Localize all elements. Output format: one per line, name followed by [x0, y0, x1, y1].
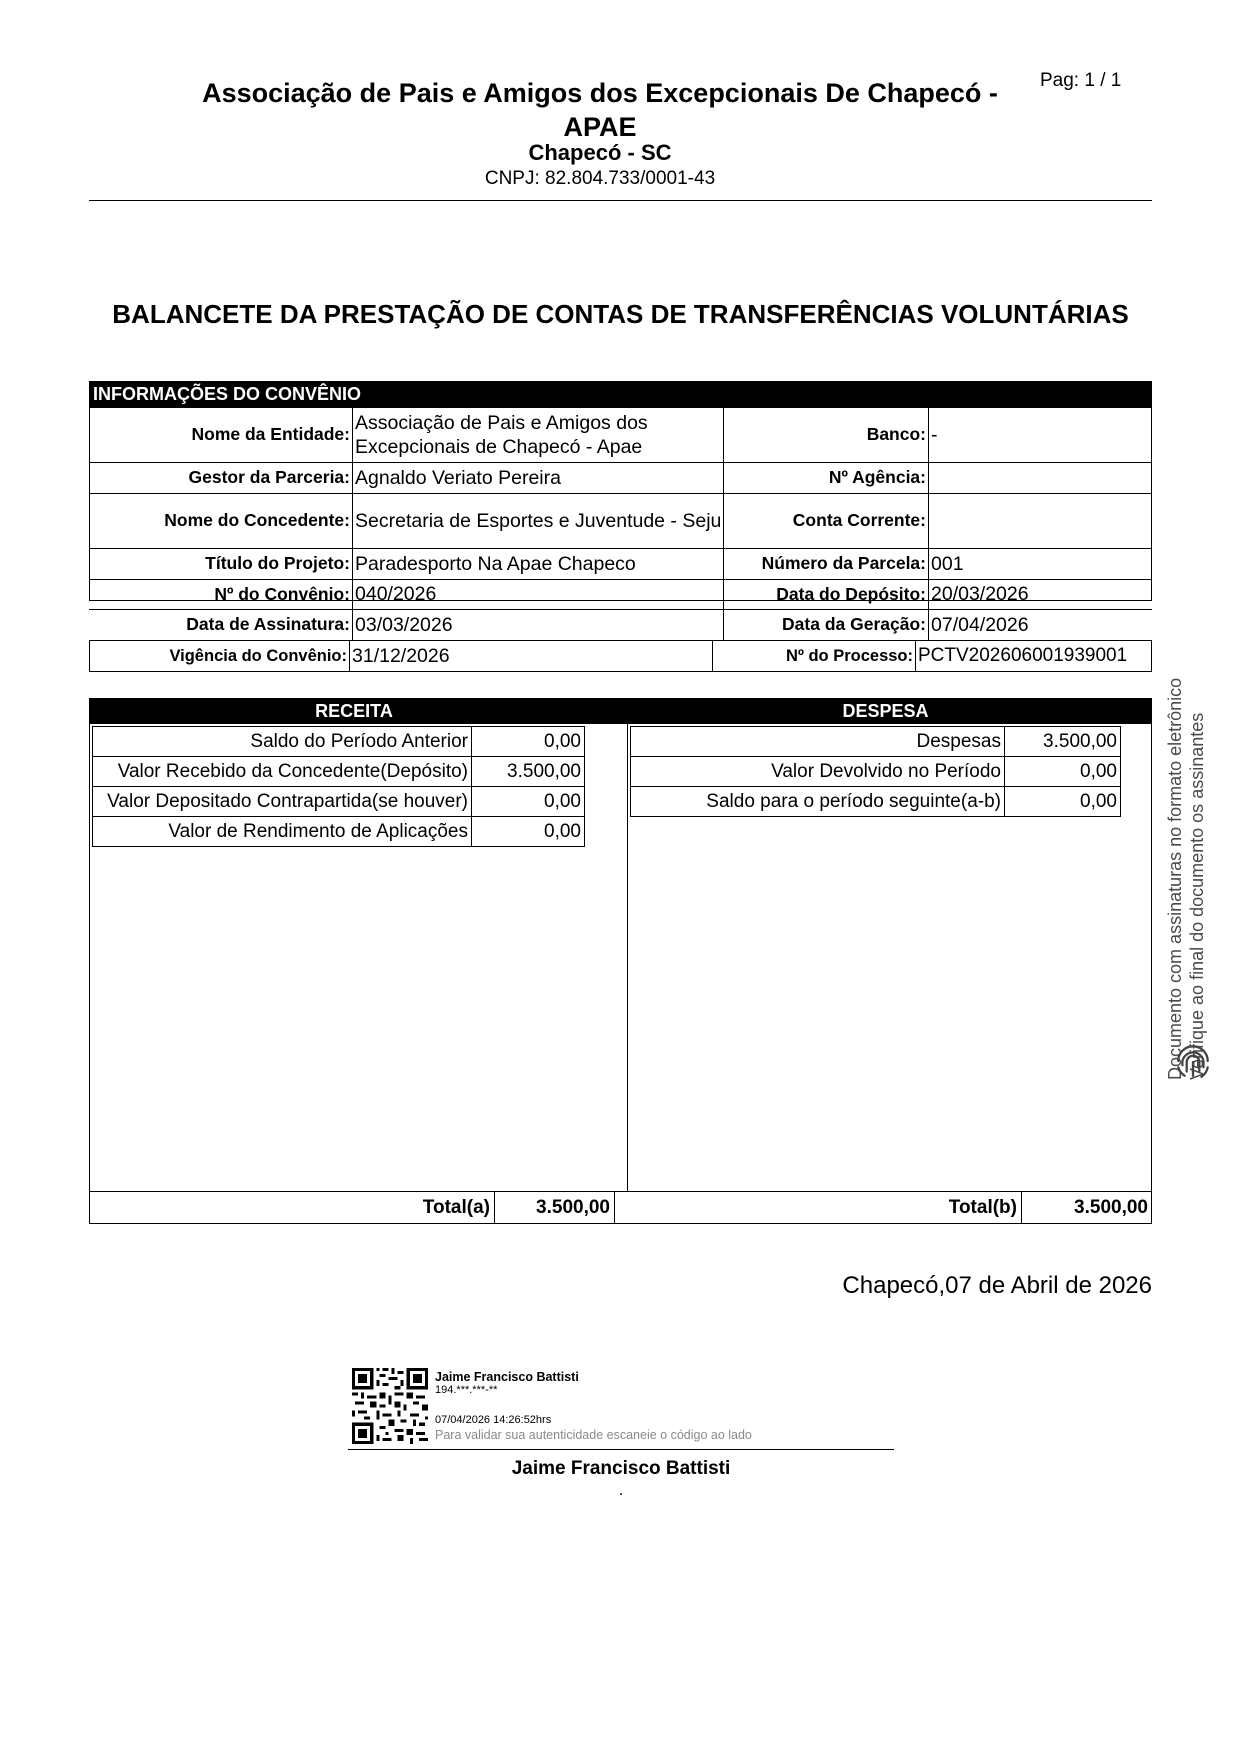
- expense-row-value: 3.500,00: [1004, 726, 1121, 757]
- generation-date-label: Data da Geração:: [782, 614, 926, 634]
- agreement-number-value: 040/2026: [355, 583, 437, 605]
- signer-title: .: [618, 1482, 624, 1499]
- total-divider: [614, 1191, 615, 1224]
- page-number: Pag: 1 / 1: [1040, 70, 1122, 91]
- revenue-row-value: 0,00: [471, 816, 585, 847]
- document-title: BALANCETE DA PRESTAÇÃO DE CONTAS DE TRANSFERÊNCIAS VOLUNTÁRIAS: [112, 299, 1129, 329]
- revenue-row-value: 0,00: [471, 786, 585, 817]
- manager-value: Agnaldo Veriato Pereira: [355, 466, 561, 489]
- revenue-total-value: 3.500,00: [536, 1197, 610, 1218]
- agency-label: Nº Agência:: [828, 467, 926, 487]
- signature-date-label: Data de Assinatura:: [186, 614, 350, 634]
- grantor-label: Nome do Concedente:: [164, 510, 350, 530]
- signer-name-small: Jaime Francisco Battisti: [435, 1370, 579, 1384]
- process-number-label: Nº do Processo:: [785, 646, 913, 665]
- bank-label: Banco:: [866, 424, 926, 444]
- agreement-number-label: Nº do Convênio:: [214, 583, 350, 604]
- deposit-date-value: 20/03/2026: [931, 583, 1029, 605]
- stamp-line-1: Documento com assinaturas no formato eletrônico: [1165, 677, 1185, 1080]
- organization-city: Chapecó - SC: [528, 140, 672, 165]
- revenue-total-label: Total(a): [422, 1197, 490, 1218]
- expense-total-value: 3.500,00: [1074, 1197, 1148, 1218]
- signer-name: Jaime Francisco Battisti: [511, 1458, 731, 1479]
- organization-cnpj: CNPJ: 82.804.733/0001-43: [484, 168, 716, 189]
- signature-timestamp: 07/04/2026 14:26:52hrs: [435, 1414, 552, 1426]
- project-title-value: Paradesporto Na Apae Chapeco: [355, 552, 636, 575]
- account-label: Conta Corrente:: [792, 510, 926, 530]
- panel-divider: [627, 724, 628, 1191]
- entity-name-value: Associação de Pais e Amigos dos Excepcionais de Chapecó - Apae: [355, 411, 648, 458]
- date-place: Chapecó,07 de Abril de 2026: [842, 1272, 1152, 1299]
- expense-row-value: 0,00: [1004, 756, 1121, 787]
- validity-value: 31/12/2026: [352, 645, 450, 667]
- revenue-row-value: 0,00: [471, 726, 585, 757]
- manager-label: Gestor da Parceria:: [188, 467, 350, 487]
- header-divider: [89, 200, 1152, 201]
- account-value: [928, 493, 1152, 548]
- organization-name: Associação de Pais e Amigos dos Excepcionais De Chapecó - APAE: [202, 78, 998, 142]
- expense-row-label: Saldo para o período seguinte(a-b): [630, 786, 1005, 817]
- revenue-row-label: Saldo do Período Anterior: [92, 726, 472, 757]
- fingerprint-icon: [1172, 1040, 1214, 1082]
- validity-label: Vigência do Convênio:: [169, 646, 347, 665]
- expense-row-value: 0,00: [1004, 786, 1121, 817]
- expense-total-label: Total(b): [948, 1197, 1017, 1218]
- stamp-line-2: Verifique ao final do documento os assinantes: [1187, 712, 1207, 1080]
- installment-value: 001: [931, 552, 964, 575]
- revenue-row-label: Valor Depositado Contrapartida(se houver): [92, 786, 472, 817]
- bank-value: -: [931, 423, 938, 446]
- entity-name-label: Nome da Entidade:: [191, 424, 350, 444]
- process-number-value: PCTV202606001939001: [918, 645, 1128, 666]
- project-title-label: Título do Projeto:: [205, 553, 350, 573]
- signer-cpf: 194.***.***-**: [435, 1384, 498, 1396]
- agency-value: [928, 462, 1152, 493]
- deposit-date-label: Data do Depósito:: [776, 583, 926, 604]
- revenue-header: RECEITA: [89, 698, 619, 724]
- grantor-value: Secretaria de Esportes e Juventude - Seju: [355, 509, 722, 532]
- expense-row-label: Valor Devolvido no Período: [630, 756, 1005, 787]
- info-section-header: INFORMAÇÕES DO CONVÊNIO: [89, 381, 1152, 407]
- qr-code: [352, 1368, 428, 1444]
- installment-label: Número da Parcela:: [761, 553, 926, 573]
- revenue-row-label: Valor de Rendimento de Aplicações: [92, 816, 472, 847]
- revenue-row-label: Valor Recebido da Concedente(Depósito): [92, 756, 472, 787]
- expense-row-label: Despesas: [630, 726, 1005, 757]
- revenue-row-value: 3.500,00: [471, 756, 585, 787]
- electronic-signature-stamp: [1164, 600, 1208, 1080]
- expense-header: DESPESA: [619, 698, 1152, 724]
- signature-line: [348, 1449, 894, 1450]
- validation-note: Para validar sua autenticidade escaneie o código ao lado: [435, 1428, 752, 1442]
- generation-date-value: 07/04/2026: [931, 613, 1029, 636]
- signature-date-value: 03/03/2026: [355, 613, 453, 636]
